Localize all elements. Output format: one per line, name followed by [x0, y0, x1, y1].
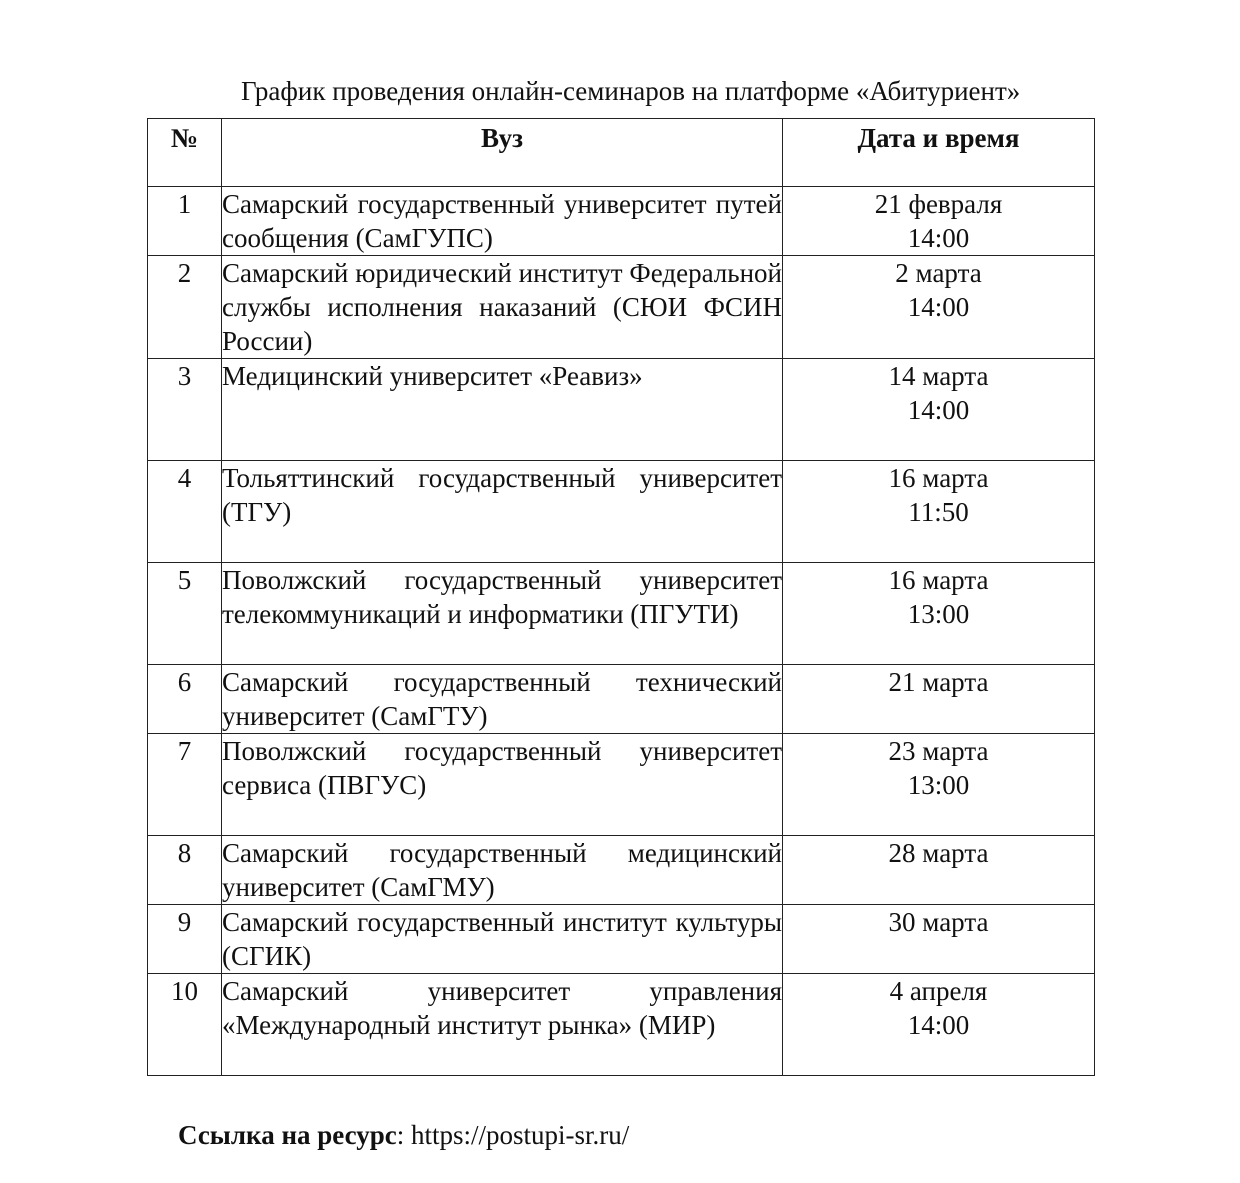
seminar-date: 16 марта [888, 463, 989, 493]
table-row [148, 665, 1095, 734]
university-name: Самарский государственный технический университет (СамГТУ) [222, 665, 783, 734]
date-time-cell [783, 563, 1095, 665]
resource-separator: : [396, 1120, 411, 1150]
seminar-time: 13:00 [907, 599, 970, 629]
page-title: График проведения онлайн-семинаров на платформе «Абитуриент» [241, 76, 1021, 106]
resource-label: Ссылка на ресурс [178, 1120, 397, 1150]
row-number: 1 [148, 187, 222, 256]
header-num: № [148, 119, 222, 187]
resource-line [178, 1116, 629, 1154]
seminar-time: 14:00 [907, 1010, 970, 1040]
row-number: 8 [148, 836, 222, 905]
seminar-time: 14:00 [907, 395, 970, 425]
table-header-row [148, 119, 1095, 187]
seminar-time: 11:50 [908, 497, 969, 527]
seminar-date: 16 марта [888, 565, 989, 595]
row-number: 7 [148, 734, 222, 836]
seminar-date: 30 марта [888, 907, 989, 937]
date-time-cell [783, 359, 1095, 461]
university-name: Самарский государственный институт культуры (СГИК) [222, 905, 783, 974]
resource-link[interactable]: https://postupi-sr.ru/ [410, 1120, 630, 1150]
university-name: Самарский государственный медицинский университет (СамГМУ) [222, 836, 783, 905]
date-time-cell [783, 905, 1095, 974]
table-row [148, 187, 1095, 256]
date-time-cell [783, 665, 1095, 734]
row-number: 2 [148, 256, 222, 359]
table-row [148, 359, 1095, 461]
seminar-schedule-table [147, 118, 1095, 1076]
row-number: 9 [148, 905, 222, 974]
seminar-date: 21 февраля [874, 189, 1003, 219]
row-number: 4 [148, 461, 222, 563]
row-number: 6 [148, 665, 222, 734]
table-row [148, 905, 1095, 974]
row-number: 10 [148, 974, 222, 1076]
university-name: Тольяттинский государственный университет (ТГУ) [222, 461, 783, 563]
date-time-cell [783, 461, 1095, 563]
date-time-cell [783, 734, 1095, 836]
row-number: 3 [148, 359, 222, 461]
seminar-time: 14:00 [907, 292, 970, 322]
seminar-date: 23 марта [888, 736, 989, 766]
date-time-cell [783, 836, 1095, 905]
seminar-date: 21 марта [888, 667, 989, 697]
university-name: Поволжский государственный университет сервиса (ПВГУС) [222, 734, 783, 836]
row-number: 5 [148, 563, 222, 665]
university-name: Самарский государственный университет путей сообщения (СамГУПС) [222, 187, 783, 256]
table-row [148, 563, 1095, 665]
university-name: Самарский юридический институт Федеральной службы исполнения наказаний (СЮИ ФСИН России) [222, 256, 783, 359]
university-name: Поволжский государственный университет телекоммуникаций и информатики (ПГУТИ) [222, 563, 783, 665]
table-row [148, 974, 1095, 1076]
table-row [148, 256, 1095, 359]
table-row [148, 734, 1095, 836]
seminar-time: 14:00 [907, 223, 970, 253]
seminar-date: 14 марта [888, 361, 989, 391]
date-time-cell [783, 974, 1095, 1076]
seminar-date: 4 апреля [889, 976, 988, 1006]
date-time-cell [783, 256, 1095, 359]
seminar-time: 13:00 [907, 770, 970, 800]
header-university: Вуз [222, 119, 783, 187]
university-name: Медицинский университет «Реавиз» [222, 359, 783, 461]
table-row [148, 461, 1095, 563]
header-datetime: Дата и время [783, 119, 1095, 187]
table-row [148, 836, 1095, 905]
university-name: Самарский университет управления «Международный институт рынка» (МИР) [222, 974, 783, 1076]
seminar-date: 28 марта [888, 838, 989, 868]
date-time-cell [783, 187, 1095, 256]
seminar-date: 2 марта [895, 258, 982, 288]
